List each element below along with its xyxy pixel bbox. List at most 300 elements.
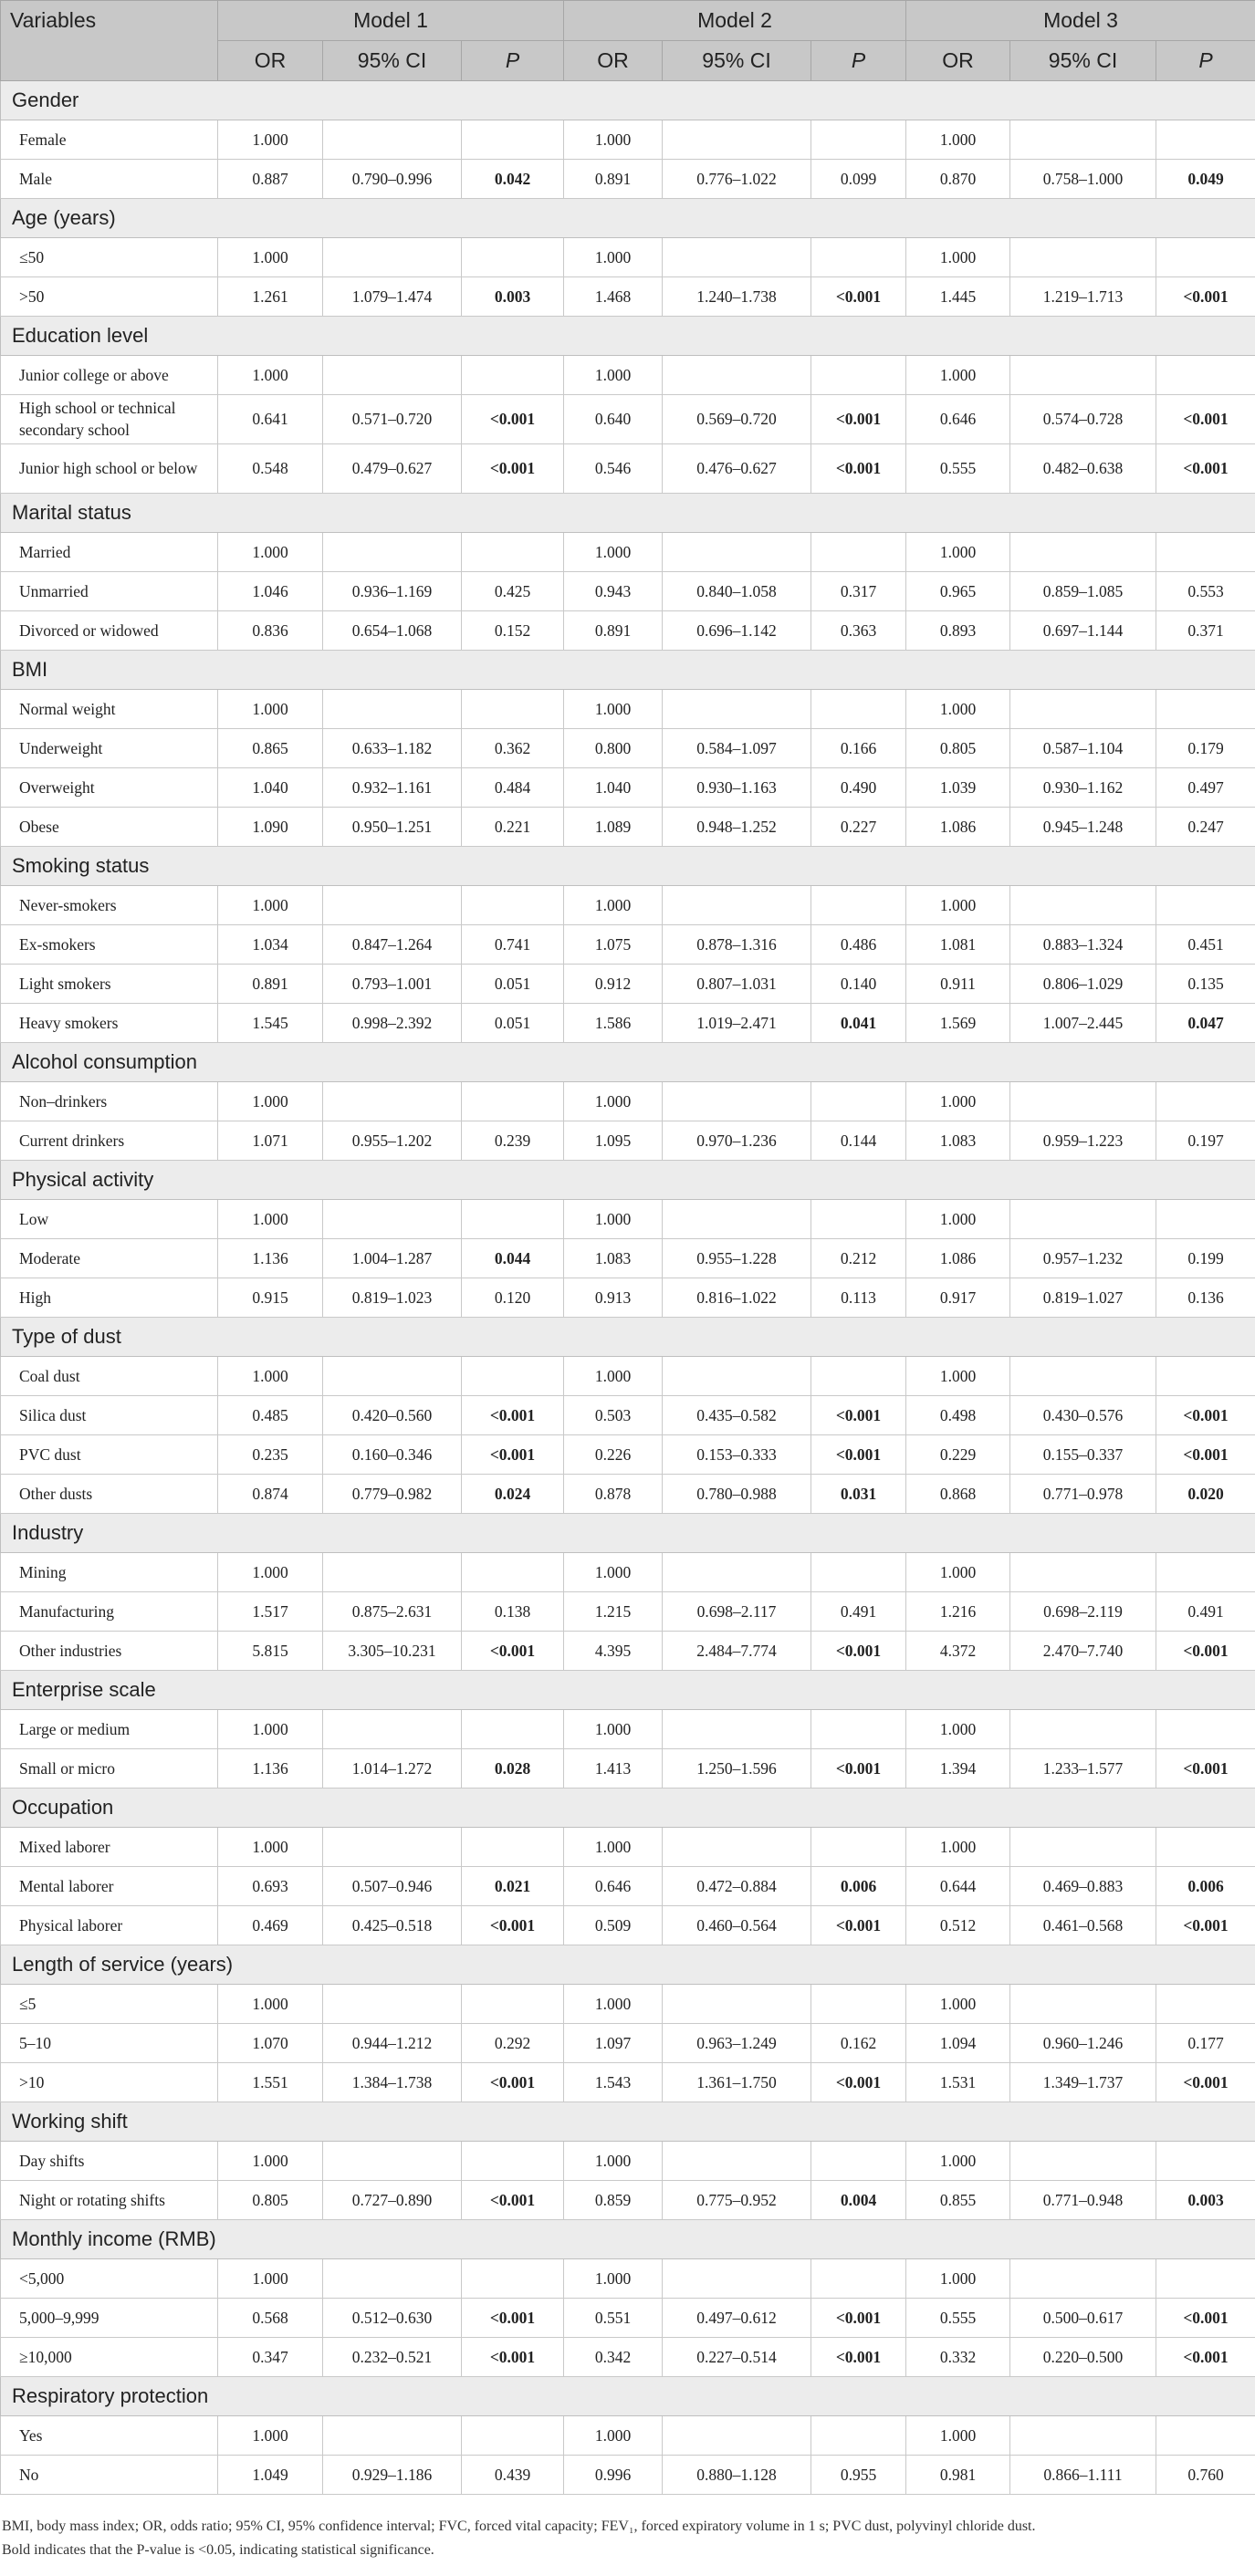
table-row [1, 2063, 1255, 2102]
ci-cell [1010, 2416, 1156, 2456]
p-value-cell [462, 2259, 564, 2299]
or-cell: 1.000 [564, 533, 663, 572]
or-header: OR [218, 41, 323, 81]
or-cell: 0.887 [218, 160, 323, 199]
or-cell: 1.000 [218, 1710, 323, 1749]
or-cell: 0.878 [564, 1475, 663, 1514]
table-row [1, 1867, 1255, 1906]
category-label: Smoking status [1, 847, 1255, 886]
table-row [1, 572, 1255, 611]
or-cell: 1.000 [218, 1357, 323, 1396]
or-cell: 1.000 [218, 1828, 323, 1867]
p-value-cell: <0.001 [462, 395, 564, 444]
ci-cell: 0.771–0.948 [1010, 2181, 1156, 2220]
or-cell: 1.531 [906, 2063, 1010, 2102]
p-value-cell [811, 2142, 906, 2181]
ci-cell: 0.816–1.022 [663, 1278, 811, 1318]
or-cell: 0.912 [564, 965, 663, 1004]
category-row [1, 199, 1255, 238]
p-value-cell [462, 1985, 564, 2024]
p-value-cell: <0.001 [462, 2181, 564, 2220]
p-value-cell [462, 886, 564, 925]
ci-cell: 0.957–1.232 [1010, 1239, 1156, 1278]
p-value-cell: 0.179 [1156, 729, 1255, 768]
or-cell: 1.097 [564, 2024, 663, 2063]
table-row [1, 1475, 1255, 1514]
or-cell: 0.874 [218, 1475, 323, 1514]
ci-cell: 0.587–1.104 [1010, 729, 1156, 768]
ci-cell [1010, 886, 1156, 925]
category-row [1, 317, 1255, 356]
ci-cell: 0.482–0.638 [1010, 444, 1156, 494]
p-value-cell: <0.001 [1156, 1396, 1255, 1435]
or-cell: 1.136 [218, 1239, 323, 1278]
or-cell: 0.229 [906, 1435, 1010, 1475]
or-cell: 1.551 [218, 2063, 323, 2102]
p-value-cell [1156, 2416, 1255, 2456]
ci-cell: 0.696–1.142 [663, 611, 811, 651]
or-cell: 0.640 [564, 395, 663, 444]
row-label: Underweight [1, 729, 218, 768]
ci-cell: 0.932–1.161 [323, 768, 462, 808]
p-value-cell [1156, 886, 1255, 925]
or-cell: 0.965 [906, 572, 1010, 611]
p-value-cell: <0.001 [1156, 1632, 1255, 1671]
table-row [1, 611, 1255, 651]
ci-cell [1010, 1828, 1156, 1867]
table-row [1, 1632, 1255, 1671]
or-cell: 1.000 [564, 1985, 663, 2024]
category-label: Occupation [1, 1789, 1255, 1828]
or-cell: 0.865 [218, 729, 323, 768]
ci-cell: 0.697–1.144 [1010, 611, 1156, 651]
or-cell: 0.870 [906, 160, 1010, 199]
ci-cell [1010, 2259, 1156, 2299]
or-cell: 1.000 [564, 1082, 663, 1121]
or-cell: 1.000 [218, 120, 323, 160]
or-cell: 1.136 [218, 1749, 323, 1789]
or-cell: 1.000 [564, 1828, 663, 1867]
ci-cell: 1.079–1.474 [323, 277, 462, 317]
ci-cell: 0.469–0.883 [1010, 1867, 1156, 1906]
row-label: Mental laborer [1, 1867, 218, 1906]
ci-cell: 0.758–1.000 [1010, 160, 1156, 199]
or-cell: 0.917 [906, 1278, 1010, 1318]
or-cell: 1.000 [218, 2416, 323, 2456]
or-cell: 0.555 [906, 2299, 1010, 2338]
table-row [1, 1396, 1255, 1435]
ci-cell [323, 238, 462, 277]
p-value-cell: 0.363 [811, 611, 906, 651]
or-cell: 1.517 [218, 1592, 323, 1632]
p-value-cell [1156, 1082, 1255, 1121]
or-cell: 1.000 [906, 1985, 1010, 2024]
or-cell: 0.509 [564, 1906, 663, 1945]
table-row [1, 2024, 1255, 2063]
row-label: Female [1, 120, 218, 160]
p-value-cell [1156, 1357, 1255, 1396]
row-label: Other dusts [1, 1475, 218, 1514]
ci-cell: 0.569–0.720 [663, 395, 811, 444]
p-value-cell: 0.031 [811, 1475, 906, 1514]
or-header: OR [906, 41, 1010, 81]
row-label: Coal dust [1, 1357, 218, 1396]
or-cell: 1.000 [564, 1357, 663, 1396]
table-row [1, 120, 1255, 160]
ci-cell: 0.227–0.514 [663, 2338, 811, 2377]
category-label: Marital status [1, 494, 1255, 533]
p-value-cell: 0.741 [462, 925, 564, 965]
p-value-cell [811, 1082, 906, 1121]
or-cell: 1.261 [218, 277, 323, 317]
or-cell: 1.000 [564, 1200, 663, 1239]
or-cell: 1.000 [564, 886, 663, 925]
or-cell: 1.034 [218, 925, 323, 965]
p-value-cell: 0.024 [462, 1475, 564, 1514]
or-cell: 1.071 [218, 1121, 323, 1161]
table-row [1, 1239, 1255, 1278]
or-cell: 1.000 [906, 356, 1010, 395]
p-value-cell: <0.001 [462, 2338, 564, 2377]
model-2-header: Model 2 [564, 1, 906, 41]
p-value-cell: 0.051 [462, 965, 564, 1004]
row-label: Current drinkers [1, 1121, 218, 1161]
row-label: ≥10,000 [1, 2338, 218, 2377]
category-row [1, 2102, 1255, 2142]
p-header: P [811, 41, 906, 81]
ci-cell [1010, 238, 1156, 277]
table-row [1, 1749, 1255, 1789]
p-header: P [1156, 41, 1255, 81]
or-cell: 0.836 [218, 611, 323, 651]
p-value-cell [1156, 120, 1255, 160]
or-cell: 1.000 [218, 1985, 323, 2024]
p-value-cell: 0.166 [811, 729, 906, 768]
p-value-cell [811, 690, 906, 729]
category-row [1, 1945, 1255, 1985]
or-cell: 5.815 [218, 1632, 323, 1671]
ci-cell [323, 120, 462, 160]
or-cell: 1.000 [564, 120, 663, 160]
p-value-cell: 0.099 [811, 160, 906, 199]
p-value-cell: <0.001 [811, 395, 906, 444]
category-label: Monthly income (RMB) [1, 2220, 1255, 2259]
row-label: Large or medium [1, 1710, 218, 1749]
category-row [1, 1789, 1255, 1828]
category-row [1, 1671, 1255, 1710]
p-value-cell: 0.491 [1156, 1592, 1255, 1632]
p-value-cell: <0.001 [1156, 1435, 1255, 1475]
p-value-cell: 0.120 [462, 1278, 564, 1318]
category-label: Length of service (years) [1, 1945, 1255, 1985]
p-value-cell [462, 1710, 564, 1749]
or-cell: 0.911 [906, 965, 1010, 1004]
p-value-cell [462, 356, 564, 395]
ci-cell: 0.155–0.337 [1010, 1435, 1156, 1475]
table-row [1, 2338, 1255, 2377]
ci-cell: 0.883–1.324 [1010, 925, 1156, 965]
ci-cell [663, 356, 811, 395]
row-label: Night or rotating shifts [1, 2181, 218, 2220]
ci-cell [663, 2142, 811, 2181]
p-value-cell [811, 120, 906, 160]
ci-cell: 0.859–1.085 [1010, 572, 1156, 611]
p-value-cell [1156, 1828, 1255, 1867]
ci-cell: 0.771–0.978 [1010, 1475, 1156, 1514]
or-cell: 1.000 [218, 238, 323, 277]
or-cell: 1.000 [564, 1710, 663, 1749]
row-label: <5,000 [1, 2259, 218, 2299]
row-label: Physical laborer [1, 1906, 218, 1945]
table-footnotes [2, 2515, 1252, 2563]
p-value-cell: 0.177 [1156, 2024, 1255, 2063]
or-cell: 1.000 [906, 2142, 1010, 2181]
ci-cell: 0.955–1.228 [663, 1239, 811, 1278]
ci-cell: 0.819–1.027 [1010, 1278, 1156, 1318]
ci-cell: 1.240–1.738 [663, 277, 811, 317]
ci-cell [323, 1710, 462, 1749]
or-cell: 1.000 [906, 2416, 1010, 2456]
ci-cell: 0.780–0.988 [663, 1475, 811, 1514]
ci-cell [663, 1200, 811, 1239]
or-cell: 0.893 [906, 611, 1010, 651]
p-value-cell [811, 2416, 906, 2456]
p-value-cell: 0.140 [811, 965, 906, 1004]
table-row [1, 1592, 1255, 1632]
ci-cell [323, 1553, 462, 1592]
ci-cell: 0.654–1.068 [323, 611, 462, 651]
or-cell: 1.095 [564, 1121, 663, 1161]
row-label: Normal weight [1, 690, 218, 729]
table-row [1, 356, 1255, 395]
table-row [1, 690, 1255, 729]
p-value-cell: <0.001 [811, 1435, 906, 1475]
ci-cell: 0.998–2.392 [323, 1004, 462, 1043]
p-value-cell: <0.001 [1156, 2338, 1255, 2377]
p-value-cell [811, 1828, 906, 1867]
or-cell: 0.342 [564, 2338, 663, 2377]
or-cell: 0.868 [906, 1475, 1010, 1514]
or-cell: 4.395 [564, 1632, 663, 1671]
row-label: Junior college or above [1, 356, 218, 395]
p-value-cell: 0.197 [1156, 1121, 1255, 1161]
p-value-cell: <0.001 [462, 1632, 564, 1671]
p-value-cell: 0.439 [462, 2456, 564, 2495]
category-label: Respiratory protection [1, 2377, 1255, 2416]
ci-cell: 0.430–0.576 [1010, 1396, 1156, 1435]
table-row [1, 1121, 1255, 1161]
table-row [1, 2259, 1255, 2299]
ci-cell [663, 1553, 811, 1592]
table-row [1, 1435, 1255, 1475]
row-label: Obese [1, 808, 218, 847]
p-value-cell: <0.001 [1156, 1906, 1255, 1945]
table-row [1, 1004, 1255, 1043]
or-cell: 1.543 [564, 2063, 663, 2102]
or-cell: 1.081 [906, 925, 1010, 965]
or-cell: 0.859 [564, 2181, 663, 2220]
p-value-cell: 0.020 [1156, 1475, 1255, 1514]
p-value-cell: <0.001 [462, 444, 564, 494]
ci-cell [323, 1985, 462, 2024]
p-value-cell: <0.001 [811, 2299, 906, 2338]
p-value-cell: 0.049 [1156, 160, 1255, 199]
or-cell: 0.226 [564, 1435, 663, 1475]
p-value-cell: 0.041 [811, 1004, 906, 1043]
ci-cell: 1.019–2.471 [663, 1004, 811, 1043]
ci-cell [1010, 1082, 1156, 1121]
ci-cell [323, 1082, 462, 1121]
p-value-cell: 0.227 [811, 808, 906, 847]
p-value-cell: 0.021 [462, 1867, 564, 1906]
p-value-cell: 0.292 [462, 2024, 564, 2063]
row-label: >10 [1, 2063, 218, 2102]
table-row [1, 1906, 1255, 1945]
p-value-cell: <0.001 [811, 1632, 906, 1671]
p-value-cell [462, 2416, 564, 2456]
ci-cell [663, 238, 811, 277]
row-label: High school or technical secondary school [1, 395, 218, 444]
category-label: Enterprise scale [1, 1671, 1255, 1710]
ci-cell: 0.866–1.111 [1010, 2456, 1156, 2495]
row-label: Overweight [1, 768, 218, 808]
ci-cell: 1.361–1.750 [663, 2063, 811, 2102]
ci-cell [663, 120, 811, 160]
p-value-cell: 0.006 [811, 1867, 906, 1906]
table-row [1, 808, 1255, 847]
ci-cell: 0.929–1.186 [323, 2456, 462, 2495]
p-value-cell: 0.371 [1156, 611, 1255, 651]
category-row [1, 81, 1255, 120]
or-cell: 1.090 [218, 808, 323, 847]
p-value-cell: 0.047 [1156, 1004, 1255, 1043]
or-cell: 1.000 [906, 1553, 1010, 1592]
row-label: Never-smokers [1, 886, 218, 925]
or-cell: 1.569 [906, 1004, 1010, 1043]
row-label: High [1, 1278, 218, 1318]
ci-cell: 0.970–1.236 [663, 1121, 811, 1161]
ci-cell: 2.484–7.774 [663, 1632, 811, 1671]
row-label: Small or micro [1, 1749, 218, 1789]
p-value-cell: 0.199 [1156, 1239, 1255, 1278]
or-cell: 1.413 [564, 1749, 663, 1789]
row-label: >50 [1, 277, 218, 317]
ci-cell: 1.233–1.577 [1010, 1749, 1156, 1789]
category-row [1, 1318, 1255, 1357]
row-label: Ex-smokers [1, 925, 218, 965]
ci-cell [323, 533, 462, 572]
p-value-cell: 0.003 [462, 277, 564, 317]
p-value-cell: 0.362 [462, 729, 564, 768]
or-cell: 1.000 [906, 1082, 1010, 1121]
p-value-cell: <0.001 [462, 1435, 564, 1475]
table-row [1, 2416, 1255, 2456]
ci-cell: 0.479–0.627 [323, 444, 462, 494]
p-value-cell [1156, 356, 1255, 395]
ci-cell [323, 886, 462, 925]
ci-cell: 0.847–1.264 [323, 925, 462, 965]
ci-header: 95% CI [663, 41, 811, 81]
or-cell: 1.000 [218, 1200, 323, 1239]
or-cell: 1.000 [218, 886, 323, 925]
ci-cell: 0.960–1.246 [1010, 2024, 1156, 2063]
or-cell: 1.000 [906, 238, 1010, 277]
p-value-cell [811, 1357, 906, 1396]
or-cell: 0.548 [218, 444, 323, 494]
ci-cell: 0.571–0.720 [323, 395, 462, 444]
ci-header: 95% CI [323, 41, 462, 81]
footnote-abbreviations: BMI, body mass index; OR, odds ratio; 95% CI, 95% confidence interval; FVC, forced vital capacity; FEV₁, forced expiratory volume in 1 s; PVC dust, polyvinyl chloride dust. [2, 2519, 1036, 2534]
p-value-cell: <0.001 [811, 1749, 906, 1789]
ci-cell: 0.944–1.212 [323, 2024, 462, 2063]
or-cell: 1.000 [218, 2142, 323, 2181]
table-header [1, 1, 1255, 81]
p-value-cell: 0.006 [1156, 1867, 1255, 1906]
ci-cell: 0.806–1.029 [1010, 965, 1156, 1004]
row-label: Low [1, 1200, 218, 1239]
ci-cell: 0.472–0.884 [663, 1867, 811, 1906]
ci-cell: 0.875–2.631 [323, 1592, 462, 1632]
ci-cell: 0.963–1.249 [663, 2024, 811, 2063]
row-label: Divorced or widowed [1, 611, 218, 651]
ci-cell: 0.930–1.163 [663, 768, 811, 808]
or-cell: 0.891 [218, 965, 323, 1004]
ci-cell: 0.461–0.568 [1010, 1906, 1156, 1945]
ci-cell: 0.790–0.996 [323, 160, 462, 199]
ci-header: 95% CI [1010, 41, 1156, 81]
ci-cell: 0.807–1.031 [663, 965, 811, 1004]
p-value-cell: 0.247 [1156, 808, 1255, 847]
ci-cell: 1.250–1.596 [663, 1749, 811, 1789]
p-value-cell: 0.044 [462, 1239, 564, 1278]
p-value-cell [1156, 1553, 1255, 1592]
ci-cell [663, 886, 811, 925]
ci-cell [663, 2416, 811, 2456]
or-cell: 0.644 [906, 1867, 1010, 1906]
p-value-cell: 0.003 [1156, 2181, 1255, 2220]
or-cell: 0.551 [564, 2299, 663, 2338]
or-cell: 1.000 [906, 1200, 1010, 1239]
table-body [1, 81, 1255, 2495]
or-cell: 0.981 [906, 2456, 1010, 2495]
p-value-cell [462, 533, 564, 572]
or-cell: 0.469 [218, 1906, 323, 1945]
p-value-cell: <0.001 [1156, 2299, 1255, 2338]
or-cell: 1.445 [906, 277, 1010, 317]
p-value-cell: <0.001 [811, 2063, 906, 2102]
p-value-cell: 0.491 [811, 1592, 906, 1632]
p-value-cell: 0.486 [811, 925, 906, 965]
ci-cell [323, 1200, 462, 1239]
ci-cell [663, 533, 811, 572]
row-label: Light smokers [1, 965, 218, 1004]
table-row [1, 444, 1255, 494]
table-row [1, 1357, 1255, 1396]
ci-cell: 0.880–1.128 [663, 2456, 811, 2495]
ci-cell: 0.698–2.119 [1010, 1592, 1156, 1632]
ci-cell [663, 1828, 811, 1867]
row-label: Mining [1, 1553, 218, 1592]
or-cell: 1.000 [906, 690, 1010, 729]
p-value-cell: <0.001 [1156, 277, 1255, 317]
p-value-cell [1156, 533, 1255, 572]
ci-cell: 0.420–0.560 [323, 1396, 462, 1435]
ci-cell [323, 690, 462, 729]
or-cell: 1.000 [218, 533, 323, 572]
or-cell: 1.000 [906, 533, 1010, 572]
category-label: Industry [1, 1514, 1255, 1553]
row-label: ≤50 [1, 238, 218, 277]
